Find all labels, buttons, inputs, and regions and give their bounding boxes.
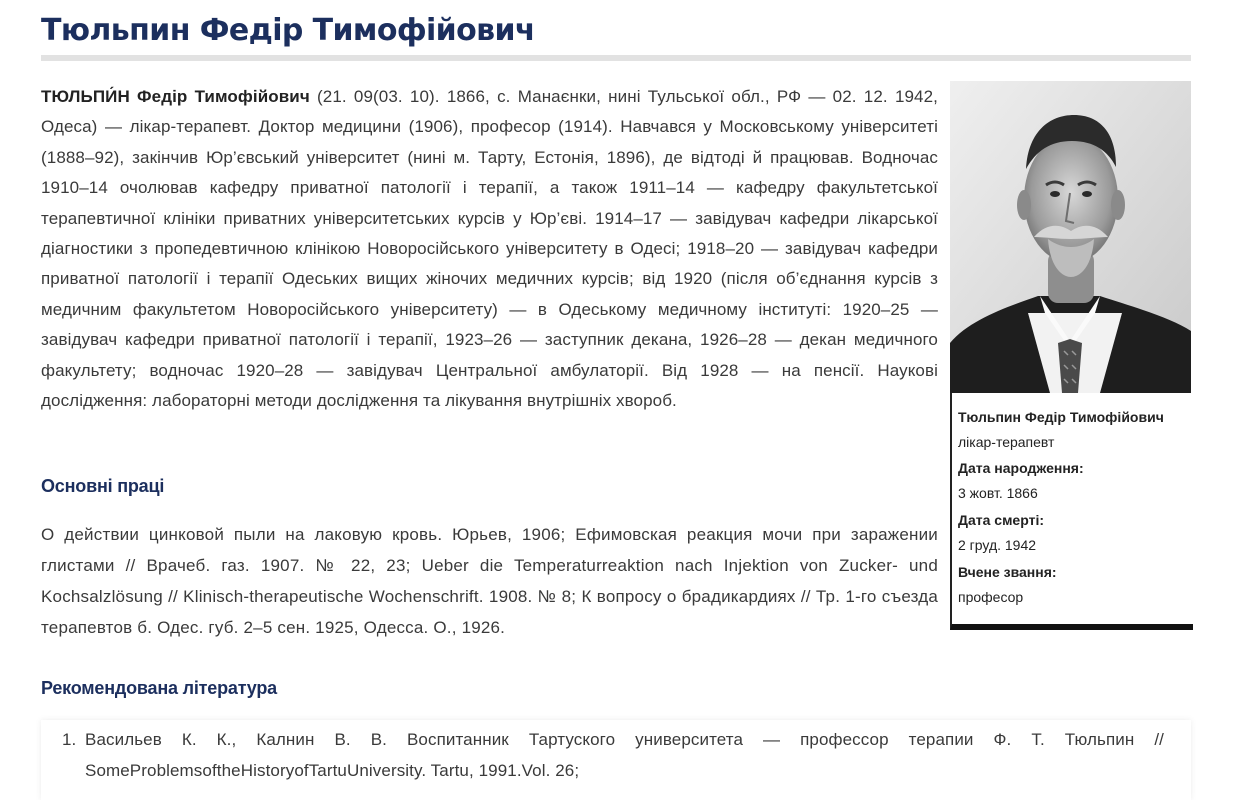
card-rank-value: професор [958, 589, 1024, 605]
card-death-value: 2 груд. 1942 [958, 537, 1037, 553]
works-paragraph: О действии цинковой пыли на лаковую кровь. Юрьев, 1906; Ефимовская реакция мочи при заражении глистами // Врачеб. газ. 1907. № 22, 23; Ueber die Temperaturreaktion nach Injektion von Zucker- und Kochsalzlösung // Klinisch-therapeutische Wochenschrift. 1908. № 8; К вопросу о брадикардиях // Тр. 1-го съезда терапевтов б. Одес. губ. 2–5 сен. 1925, Одесса. О., 1926. [41, 525, 938, 637]
card-rank-label: Вчене звання: [958, 564, 1057, 580]
biography-name: ТЮЛЬПИ́Н Федір Тимофійович [41, 87, 310, 106]
page-title: Тюльпин Федір Тимофійович [41, 13, 535, 48]
works-heading: Основні праці [41, 476, 165, 496]
card-birth-value: 3 жовт. 1866 [958, 485, 1038, 501]
title-divider [41, 55, 1191, 61]
literature-list [58, 724, 1164, 786]
card-death-label: Дата смерті: [958, 512, 1044, 528]
card-birth-label: Дата народження: [958, 460, 1084, 476]
literature-item-number: 1. [62, 730, 77, 749]
literature-item-text: Васильев К. К., Калнин В. В. Воспитанник Тартуского университета — профессор терапии Ф. Т. Тюльпин // SomeProblemsoftheHistoryofTartuUniversity. Tartu, 1991.Vol. 26; [85, 730, 1164, 780]
literature-item [58, 724, 1164, 786]
card-name: Тюльпин Федір Тимофійович [958, 409, 1164, 425]
portrait-photo [950, 81, 1191, 393]
biography-paragraph [41, 82, 938, 416]
biography-text: (21. 09(03. 10). 1866, с. Манаєнки, нині Тульської обл., РФ — 02. 12. 1942, Одеса) — лікар-терапевт. Доктор медицини (1906), професор (1914). Навчався у Московському університеті (1888–92), закінчив Юр’євський університет (нині м. Тарту, Естонія, 1896), де відтоді й працював. Водночас 1910–14 очолював кафедру приватної патології і терапії, а також 1911–14 — кафедру факультетської терапевтичної клініки приватних університетських курсів у Юр’єві. 1914–17 — завідувач кафедри лікарської діагностики з пропедевтичною клінікою Новоросійського університету в Одесі; 1918–20 — завідувач кафедри приватної патології і терапії Одеських вищих жіночих медичних курсів; від 1920 (після об’єднання курсів з медичним факультетом Новоросійського університету) — в Одеському медичному інституті: 1920–25 — завідувач кафедри приватної патології і терапії, 1923–26 — заступник декана, 1926–28 — декан медичного факультету; водночас 1920–28 — завідувач Центральної амбулаторії. Від 1928 — на пенсії. Наукові дослідження: лабораторні методи дослідження та лікування внутрішніх хвороб. [41, 87, 938, 411]
card-profession: лікар-терапевт [958, 434, 1055, 450]
literature-heading: Рекомендована література [41, 678, 277, 698]
person-card [950, 81, 1193, 630]
